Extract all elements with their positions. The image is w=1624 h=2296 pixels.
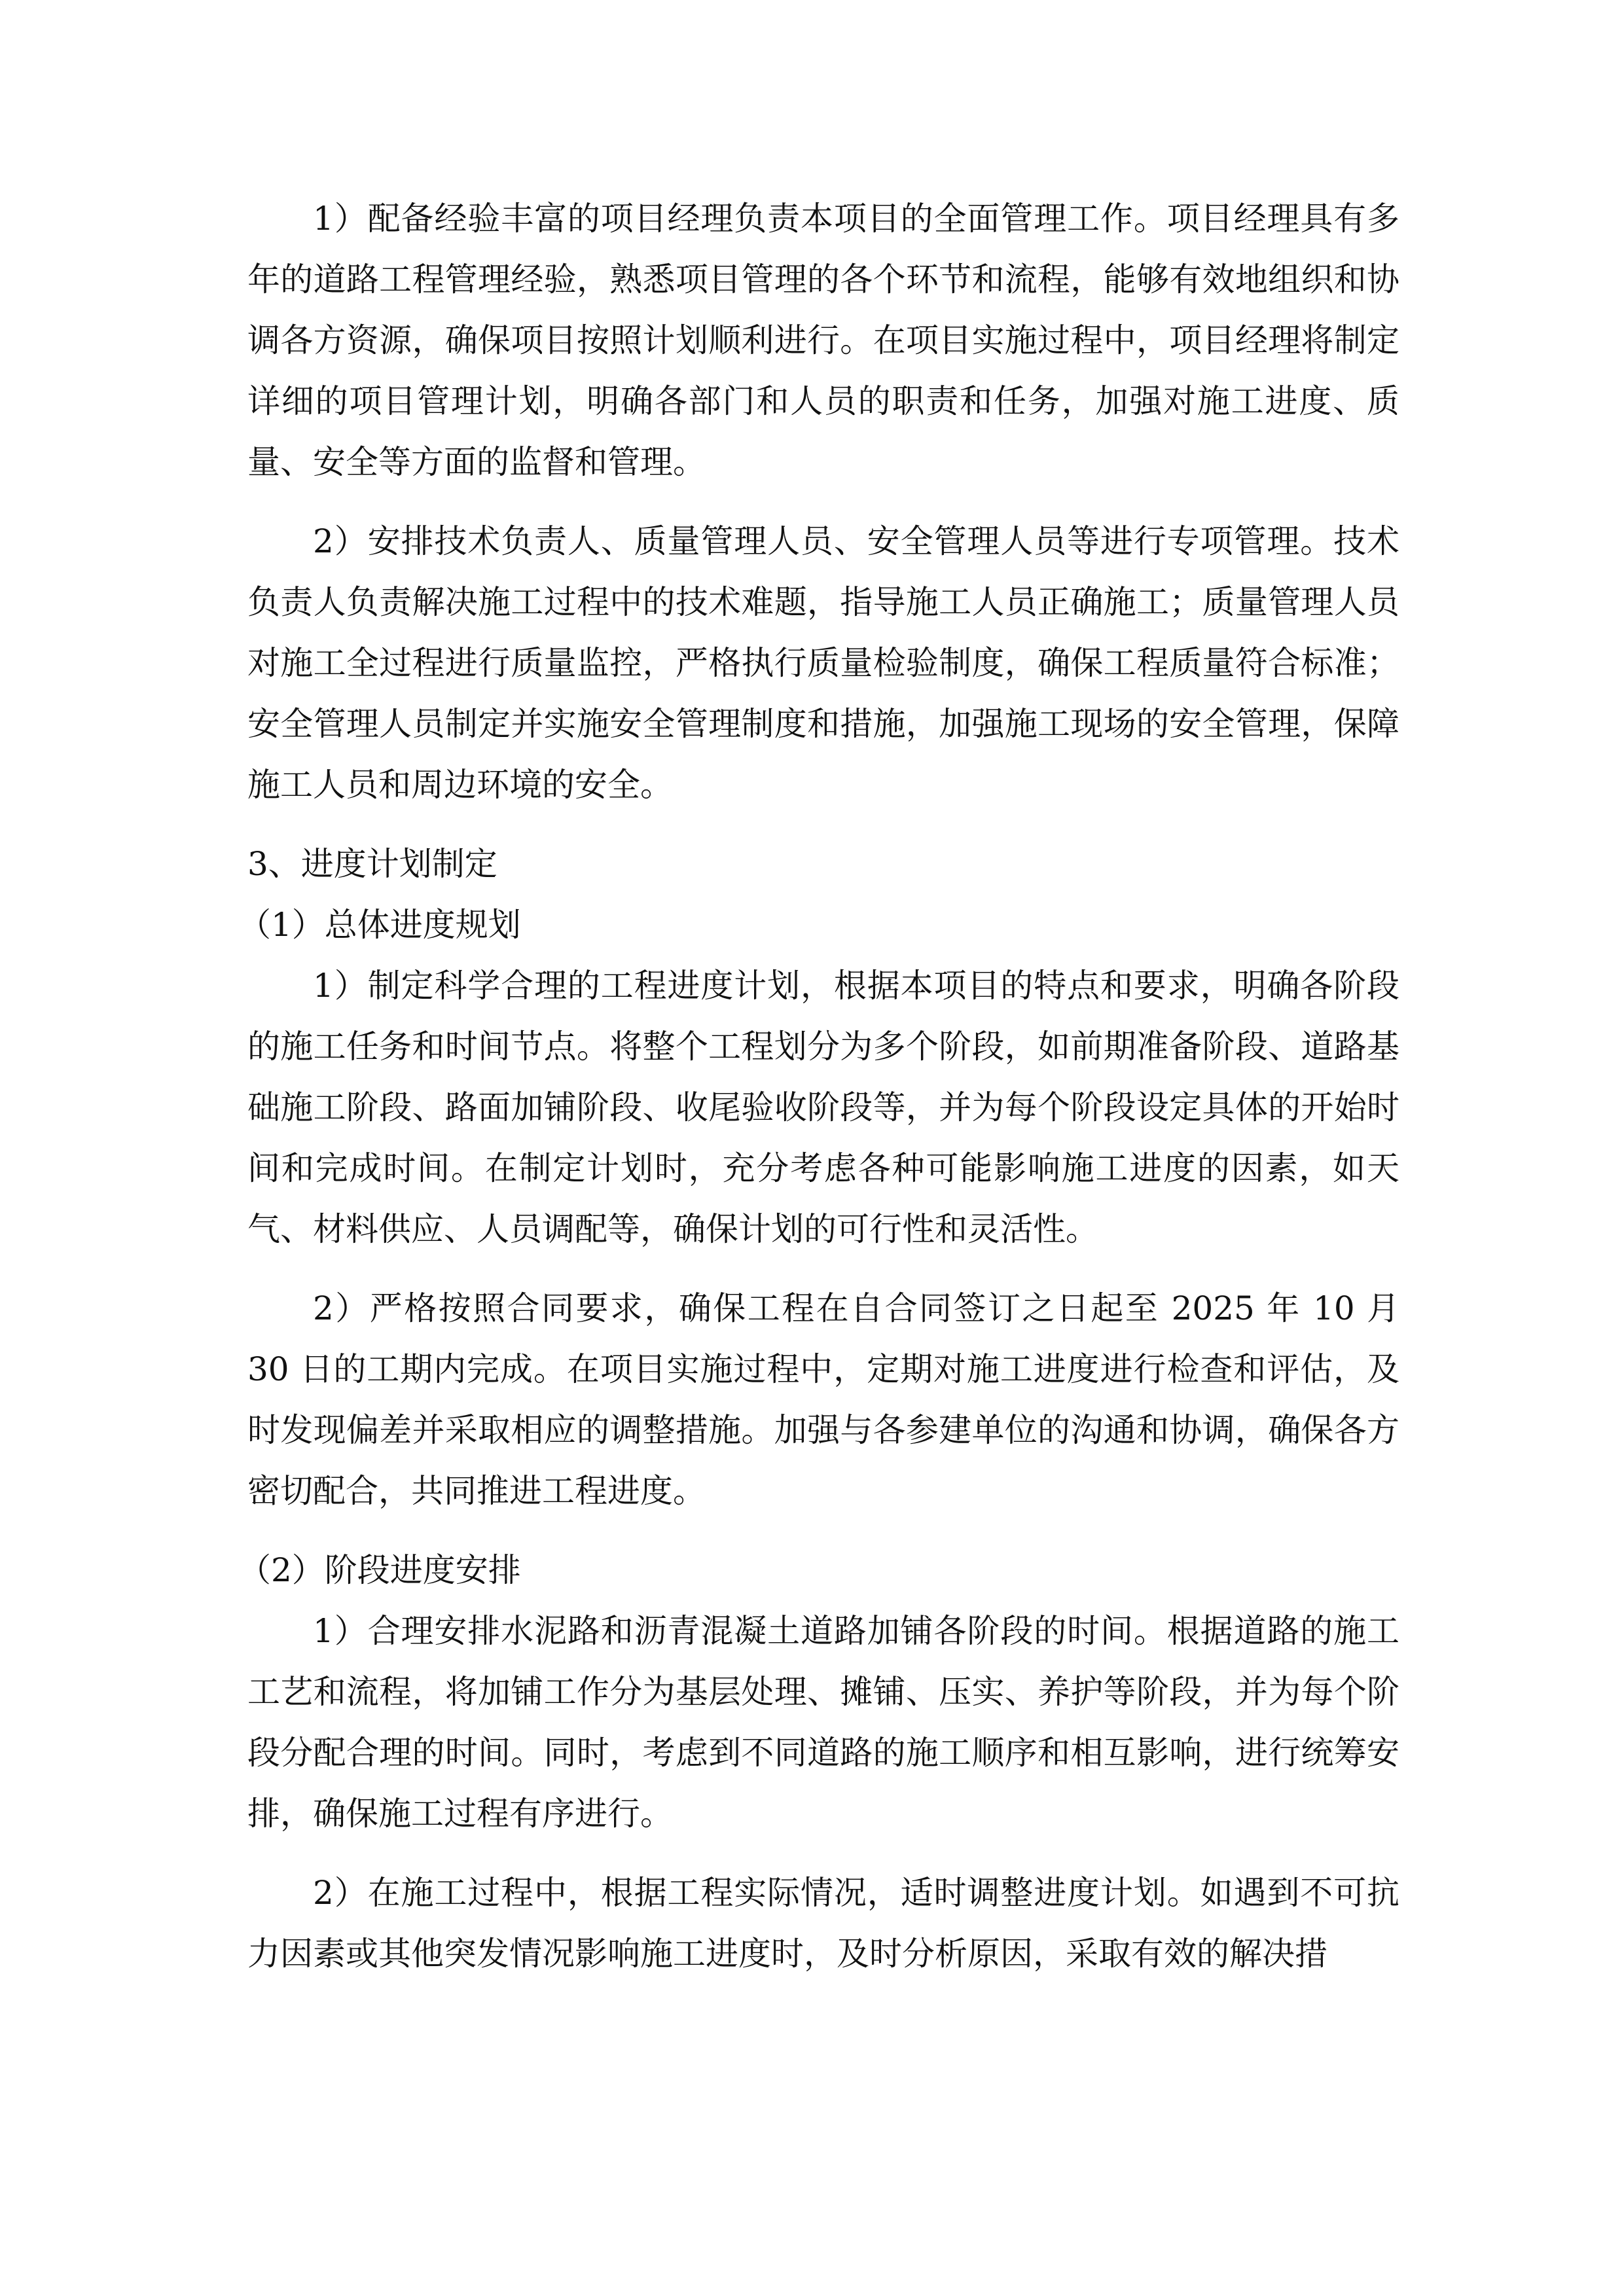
paragraph-schedule-plan: 1）制定科学合理的工程进度计划，根据本项目的特点和要求，明确各阶段的施工任务和时间节点。将整个工程划分为多个阶段，如前期准备阶段、道路基础施工阶段、路面加铺阶段、收尾验收阶段等，并为每个阶段设定具体的开始时间和完成时间。在制定计划时，充分考虑各种可能影响施工进度的因素，如天气、材料供应、人员调配等，确保计划的可行性和灵活性。	[247, 967, 1399, 1248]
paragraph-stage-arrangement: 1）合理安排水泥路和沥青混凝土道路加铺各阶段的时间。根据道路的施工工艺和流程，将加铺工作分为基层处理、摊铺、压实、养护等阶段，并为每个阶段分配合理的时间。同时，考虑到不同道路的施工顺序和相互影响，进行统筹安排，确保施工过程有序进行。	[247, 1612, 1399, 1833]
paragraph-project-manager: 1）配备经验丰富的项目经理负责本项目的全面管理工作。项目经理具有多年的道路工程管理经验，熟悉项目管理的各个环节和流程，能够有效地组织和协调各方资源，确保项目按照计划顺利进行。在项目实施过程中，项目经理将制定详细的项目管理计划，明确各部门和人员的职责和任务，加强对施工进度、质量、安全等方面的监督和管理。	[247, 200, 1399, 481]
subsection-heading-stage-schedule: （2）阶段进度安排	[238, 1551, 521, 1589]
subsection-heading-overall-schedule: （1）总体进度规划	[238, 906, 521, 944]
section-heading-schedule-planning: 3、进度计划制定	[247, 845, 497, 883]
paragraph-specialist-management: 2）安排技术负责人、质量管理人员、安全管理人员等进行专项管理。技术负责人负责解决施工过程中的技术难题，指导施工人员正确施工；质量管理人员对施工全过程进行质量监控，严格执行质量检验制度，确保工程质量符合标准；安全管理人员制定并实施安全管理制度和措施，加强施工现场的安全管理，保障施工人员和周边环境的安全。	[247, 522, 1399, 804]
paragraph-contract-deadline: 2）严格按照合同要求，确保工程在自合同签订之日起至 2025 年 10 月 30 日的工期内完成。在项目实施过程中，定期对施工进度进行检查和评估，及时发现偏差并采取相应的调整措施。加强与各参建单位的沟通和协调，确保各方密切配合，共同推进工程进度。	[247, 1289, 1399, 1510]
paragraph-schedule-adjustment: 2）在施工过程中，根据工程实际情况，适时调整进度计划。如遇到不可抗力因素或其他突发情况影响施工进度时，及时分析原因，采取有效的解决措	[247, 1874, 1399, 1973]
document-body	[238, 188, 1399, 1984]
